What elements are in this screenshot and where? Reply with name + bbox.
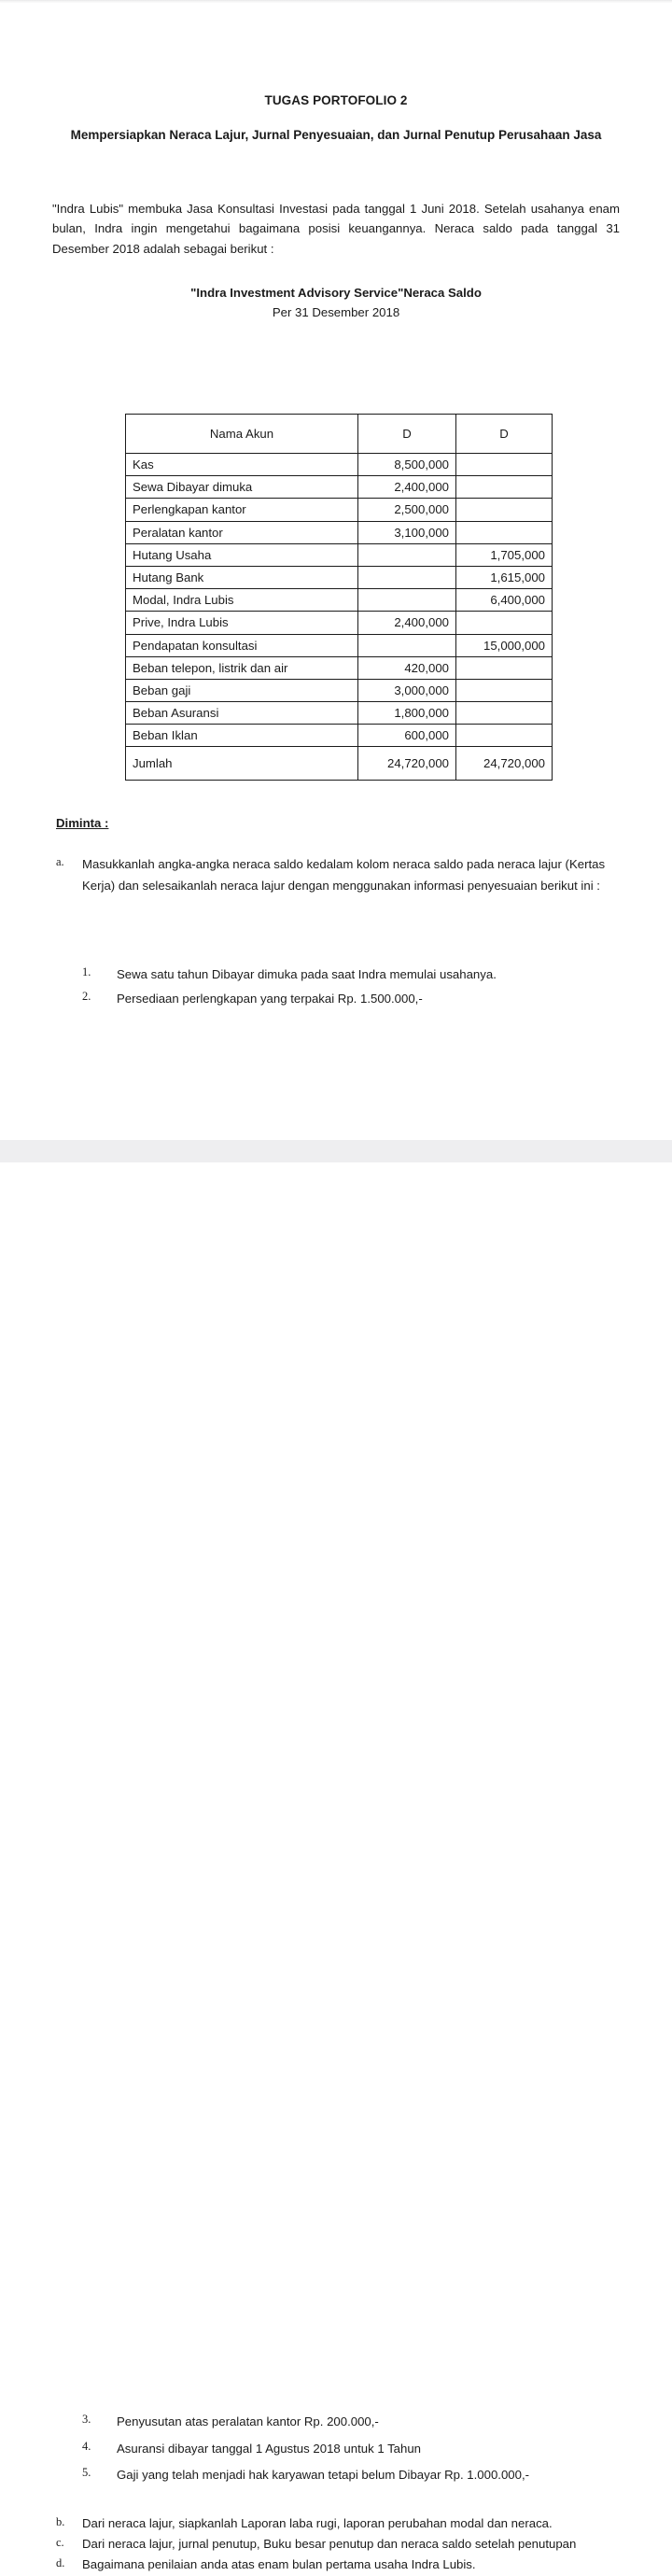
list-item [56,2555,625,2573]
cell-credit [456,679,553,701]
column-header-credit: D [456,415,553,454]
list-marker: c. [56,2536,64,2550]
cell-total-credit: 24,720,000 [456,747,553,781]
cell-account-name: Hutang Bank [126,566,358,588]
table-body [126,454,553,781]
cell-total-debit: 24,720,000 [358,747,456,781]
adjustments-list-page-2 [82,2412,623,2492]
table-row [126,543,553,566]
cell-account-name: Hutang Usaha [126,543,358,566]
cell-debit: 2,400,000 [358,476,456,499]
adjustments-list-page-1 [82,964,623,1012]
cell-account-name: Prive, Indra Lubis [126,612,358,634]
list-item [82,989,623,1010]
cell-account-name: Beban Iklan [126,725,358,747]
cell-account-name: Beban gaji [126,679,358,701]
table-row [126,612,553,634]
list-marker: 4. [82,2439,91,2453]
cell-debit [358,543,456,566]
table-row [126,521,553,543]
page-title: TUGAS PORTOFOLIO 2 [264,93,408,107]
trial-balance-table [125,414,553,781]
page-break-gap [0,1140,672,1162]
table-header [126,415,553,454]
list-marker: 1. [82,965,91,978]
cell-credit: 1,615,000 [456,566,553,588]
table-row [126,476,553,499]
cell-debit: 2,500,000 [358,499,456,521]
cell-account-name: Kas [126,454,358,476]
company-name: "Indra Investment Advisory Service"Neraca Saldo [190,286,482,301]
list-marker: 2. [82,989,91,1003]
cell-debit: 3,100,000 [358,521,456,543]
table-header-row [126,415,553,454]
trial-balance-table-container [125,414,552,781]
document-page-2 [0,1162,672,2572]
cell-credit: 1,705,000 [456,543,553,566]
cell-debit: 600,000 [358,725,456,747]
list-item [82,964,623,986]
cell-debit: 1,800,000 [358,702,456,725]
requested-section-label: Diminta : [56,816,109,830]
cell-credit [456,656,553,679]
document-page-1 [0,3,672,1140]
list-item [82,2439,623,2460]
table-row [126,499,553,521]
cell-credit [456,476,553,499]
cell-account-name: Modal, Indra Lubis [126,589,358,612]
cell-account-name: Perlengkapan kantor [126,499,358,521]
cell-credit [456,702,553,725]
list-marker: d. [56,2556,65,2570]
requested-items-bcd [56,2514,625,2576]
table-row [126,679,553,701]
cell-debit: 3,000,000 [358,679,456,701]
column-header-debit: D [358,415,456,454]
requested-item-a [56,854,616,896]
cell-credit [456,725,553,747]
table-row [126,454,553,476]
cell-debit [358,566,456,588]
list-item [82,2412,623,2433]
page-subtitle: Mempersiapkan Neraca Lajur, Jurnal Penyesuaian, dan Jurnal Penutup Perusahaan Jasa [70,128,602,142]
list-marker: b. [56,2515,65,2528]
table-row [126,634,553,656]
list-item [56,2535,625,2553]
table-total-row [126,747,553,781]
list-item [56,2514,625,2532]
list-item-text: Persediaan perlengkapan yang terpakai Rp. 1.500.000,- [117,991,423,1006]
cell-account-name: Pendapatan konsultasi [126,634,358,656]
cell-account-name: Beban Asuransi [126,702,358,725]
cell-debit [358,589,456,612]
cell-debit [358,634,456,656]
cell-account-name: Sewa Dibayar dimuka [126,476,358,499]
cell-debit: 8,500,000 [358,454,456,476]
company-header-block [0,259,672,323]
cell-credit: 6,400,000 [456,589,553,612]
list-item-text: Asuransi dibayar tanggal 1 Agustus 2018 untuk 1 Tahun [117,2441,422,2456]
list-item [56,854,616,896]
company-period-date: Per 31 Desember 2018 [272,305,400,320]
table-row [126,725,553,747]
cell-credit: 15,000,000 [456,634,553,656]
list-item-text: Dari neraca lajur, siapkanlah Laporan laba rugi, laporan perubahan modal dan neraca. [82,2516,553,2530]
table-row [126,589,553,612]
intro-paragraph: "Indra Lubis" membuka Jasa Konsultasi Investasi pada tanggal 1 Juni 2018. Setelah usahanya enam bulan, Indra ingin mengetahui bagaimana posisi keuangannya. Neraca saldo pada tanggal 31 Desember 2018 adalah sebagai berikut : [52,201,620,256]
list-item-text: Penyusutan atas peralatan kantor Rp. 200.000,- [117,2414,379,2428]
cell-credit [456,499,553,521]
table-row [126,702,553,725]
list-item-text: Bagaimana penilaian anda atas enam bulan pertama usaha Indra Lubis. [82,2557,476,2572]
column-header-account: Nama Akun [126,415,358,454]
cell-total-label: Jumlah [126,747,358,781]
table-row [126,566,553,588]
cell-account-name: Beban telepon, listrik dan air [126,656,358,679]
list-marker: 5. [82,2466,91,2480]
cell-debit: 2,400,000 [358,612,456,634]
cell-account-name: Peralatan kantor [126,521,358,543]
list-item-text: Gaji yang telah menjadi hak karyawan tetapi belum Dibayar Rp. 1.000.000,- [117,2468,530,2483]
cell-debit: 420,000 [358,656,456,679]
table-row [126,656,553,679]
list-marker: a. [56,855,64,868]
cell-credit [456,521,553,543]
list-marker: 3. [82,2413,91,2426]
list-item-text: Sewa satu tahun Dibayar dimuka pada saat Indra memulai usahanya. [117,967,497,981]
cell-credit [456,612,553,634]
list-item-text: Dari neraca lajur, jurnal penutup, Buku besar penutup dan neraca saldo setelah penutupan [82,2537,577,2552]
list-item-text: Masukkanlah angka-angka neraca saldo kedalam kolom neraca saldo pada neraca lajur (Kertas Kerja) dan selesaikanlah neraca lajur dengan menggunakan informasi penyesuaian berikut ini : [82,857,606,893]
cell-credit [456,454,553,476]
list-item [82,2465,623,2486]
